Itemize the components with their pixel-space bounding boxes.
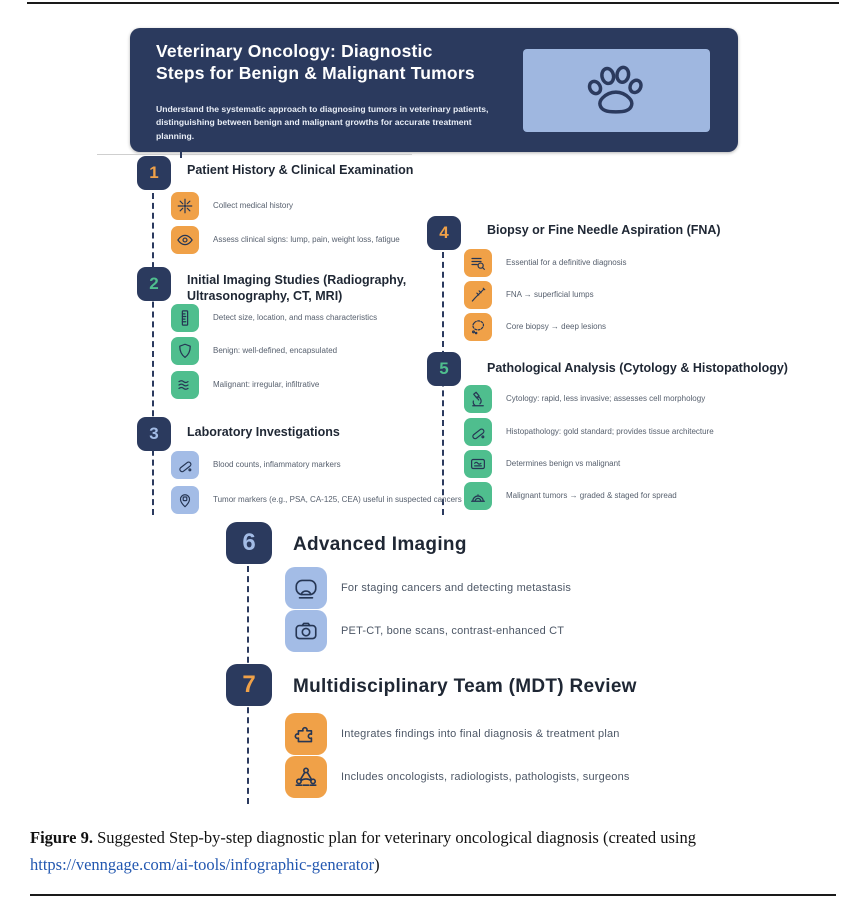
ct-scanner-icon — [285, 567, 327, 609]
test-tube-icon — [464, 418, 492, 446]
step-item-text: Malignant tumors → graded & staged for spread — [506, 490, 677, 500]
step-item-text: Benign: well-defined, encapsulated — [213, 345, 338, 355]
step-item — [171, 486, 501, 514]
step-item — [464, 281, 764, 309]
step-4-badge — [427, 216, 461, 250]
step-4-title: Biopsy or Fine Needle Aspiration (FNA) — [487, 223, 721, 237]
team-network-icon — [285, 756, 327, 798]
step-number: 4 — [439, 223, 449, 242]
step-item — [464, 418, 784, 446]
step-item — [464, 450, 784, 478]
step-6-title: Advanced Imaging — [293, 534, 467, 555]
step-item — [464, 313, 764, 341]
step-number: 3 — [149, 424, 159, 443]
dome-icon — [464, 482, 492, 510]
bottom-divider — [30, 894, 836, 896]
figure-caption — [30, 824, 830, 878]
step-number: 2 — [149, 274, 159, 293]
step-item-text: Histopathology: gold standard; provides tissue architecture — [506, 426, 714, 436]
infographic-subtitle: Understand the systematic approach to diagnosing tumors in veterinary patients, distinguishing between benign and malignant growths for accurate treatment planning. — [156, 104, 489, 141]
step-item-text: Cytology: rapid, less invasive; assesses cell morphology — [506, 393, 706, 403]
step-item-text: Detect size, location, and mass characteristics — [213, 312, 378, 322]
slide-viewer-icon — [464, 450, 492, 478]
step-item — [464, 249, 764, 277]
map-pin-icon — [171, 486, 199, 514]
step-item-text: Malignant: irregular, infiltrative — [213, 379, 320, 389]
step-item — [171, 226, 461, 254]
puzzle-icon — [285, 713, 327, 755]
ruler-icon — [171, 304, 199, 332]
step-2-title: Initial Imaging Studies (Radiography, Ultrasonography, CT, MRI) — [187, 273, 407, 304]
step-item-text: Essential for a definitive diagnosis — [506, 257, 627, 267]
step-2-badge — [137, 267, 171, 301]
step-item — [285, 567, 715, 609]
step-5-badge — [427, 352, 461, 386]
paw-icon — [580, 62, 654, 120]
step-3-title: Laboratory Investigations — [187, 425, 340, 439]
step-item — [171, 337, 461, 365]
list-search-icon — [464, 249, 492, 277]
step-item — [285, 713, 745, 755]
step-item-text: Assess clinical signs: lump, pain, weight loss, fatigue — [213, 234, 400, 244]
step-number: 5 — [439, 359, 449, 378]
step-1-badge — [137, 156, 171, 190]
compress-arrows-icon — [171, 192, 199, 220]
cell-blob-icon — [464, 313, 492, 341]
caption-link[interactable]: https://venngage.com/ai-tools/infographic-generator — [30, 855, 375, 875]
step-item — [171, 304, 461, 332]
step-item — [171, 451, 461, 479]
step-item-text: Determines benign vs malignant — [506, 458, 621, 468]
step-number: 1 — [149, 163, 159, 182]
waves-icon — [171, 371, 199, 399]
step-item-text: Collect medical history — [213, 200, 294, 210]
caption-suffix: ) — [374, 855, 380, 875]
step-item — [285, 610, 715, 652]
top-divider — [27, 2, 839, 4]
step-3-badge — [137, 417, 171, 451]
timeline-left — [152, 193, 154, 515]
step-item-text: Core biopsy → deep lesions — [506, 321, 607, 331]
paw-panel — [523, 49, 710, 132]
camera-icon — [285, 610, 327, 652]
step-number: 7 — [242, 671, 256, 698]
step-item — [285, 756, 745, 798]
step-item-text: For staging cancers and detecting metastasis — [341, 581, 572, 594]
infographic-header — [130, 28, 738, 152]
connector-tick — [180, 146, 182, 158]
test-tube-icon — [171, 451, 199, 479]
microscope-icon — [464, 385, 492, 413]
step-number: 6 — [242, 529, 256, 556]
step-item-text: Blood counts, inflammatory markers — [213, 459, 341, 469]
step-1-title: Patient History & Clinical Examination — [187, 163, 414, 177]
figure-label: Figure 9. — [30, 828, 93, 847]
step-item-text: FNA → superficial lumps — [506, 289, 594, 299]
cropped-divider — [97, 154, 412, 155]
step-item — [171, 371, 461, 399]
step-item — [464, 482, 784, 510]
eye-icon — [171, 226, 199, 254]
step-7-badge — [226, 664, 272, 706]
step-7-title: Multidisciplinary Team (MDT) Review — [293, 676, 637, 697]
step-item-text: PET-CT, bone scans, contrast-enhanced CT — [341, 624, 565, 637]
infographic-title: Veterinary Oncology: Diagnostic Steps for Benign & Malignant Tumors — [156, 41, 475, 83]
step-item — [464, 385, 784, 413]
step-item-text: Tumor markers (e.g., PSA, CA-125, CEA) useful in suspected cancers — [213, 494, 462, 504]
shield-icon — [171, 337, 199, 365]
step-item-text: Includes oncologists, radiologists, pathologists, surgeons — [341, 770, 630, 783]
step-item — [171, 192, 431, 220]
step-5-title: Pathological Analysis (Cytology & Histopathology) — [487, 361, 788, 375]
step-6-badge — [226, 522, 272, 564]
needle-icon — [464, 281, 492, 309]
caption-text: Suggested Step-by-step diagnostic plan for veterinary oncological diagnosis (created using — [92, 828, 696, 847]
step-item-text: Integrates findings into final diagnosis & treatment plan — [341, 727, 620, 740]
